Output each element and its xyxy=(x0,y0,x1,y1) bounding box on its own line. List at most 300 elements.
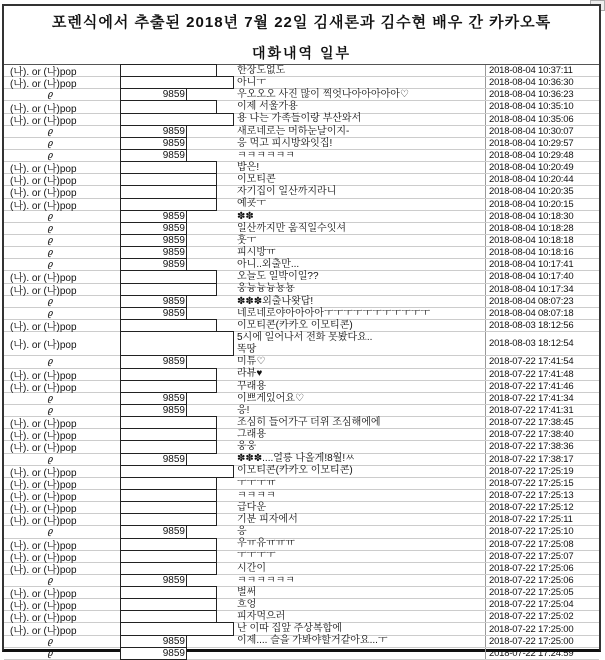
message-text: 피시방ㅠ xyxy=(237,246,276,258)
timestamp: 2018-08-04 10:37:11 xyxy=(485,65,599,76)
timestamp: 2018-07-22 17:41:46 xyxy=(485,381,599,392)
redacted-id-cell xyxy=(117,429,233,440)
redacted-id-cell xyxy=(117,271,233,282)
timestamp: 2018-07-22 17:41:31 xyxy=(485,405,599,416)
sender-cell xyxy=(4,282,117,297)
sender-label: (나). or (나)pop xyxy=(10,285,77,297)
message-cell xyxy=(233,368,485,380)
message-cell xyxy=(233,186,485,198)
sender-emoji-icon: ∂ xyxy=(47,392,54,405)
message-cell xyxy=(233,635,485,647)
message-text: 이제.... 슬을 가봐야할거같아요...ㅜ xyxy=(237,635,388,647)
redacted-id-cell xyxy=(117,332,233,355)
redacted-id-cell xyxy=(117,101,233,112)
message-cell xyxy=(233,296,485,308)
message-cell xyxy=(233,235,485,247)
redacted-id-cell xyxy=(117,454,233,465)
sender-cell xyxy=(4,439,117,454)
number-fragment: 9859 xyxy=(162,235,185,247)
redacted-id-cell xyxy=(117,356,233,367)
sender-emoji-icon: ∂ xyxy=(47,125,54,138)
sender-label: (나). or (나)pop xyxy=(10,625,77,637)
message-text: 네로네로야아아아아ㅜㅜㅜㅜㅜㅜㅜㅜㅜㅜㅜ xyxy=(237,307,431,319)
timestamp: 2018-08-04 08:07:23 xyxy=(485,296,599,307)
chat-row xyxy=(4,563,599,575)
sender-label: (나). or (나)pop xyxy=(10,79,77,91)
sender-label: (나). or (나)pop xyxy=(10,67,77,79)
timestamp: 2018-07-22 17:24:59 xyxy=(485,648,599,659)
message-cell xyxy=(233,174,485,186)
sender-emoji-icon: ∂ xyxy=(47,647,54,660)
message-cell xyxy=(233,162,485,174)
message-text: ✽✽✽....얼릉 나올게!8월!ㅆ xyxy=(237,453,355,465)
number-fragment: 9859 xyxy=(162,307,185,319)
timestamp: 2018-08-04 10:20:15 xyxy=(485,199,599,210)
sender-cell xyxy=(4,211,117,222)
chat-row xyxy=(4,223,599,235)
timestamp: 2018-07-22 17:41:54 xyxy=(485,356,599,367)
timestamp: 2018-08-04 10:35:06 xyxy=(485,114,599,125)
number-fragment: 9859 xyxy=(162,405,185,417)
timestamp: 2018-07-22 17:25:05 xyxy=(485,587,599,598)
timestamp: 2018-08-04 10:18:18 xyxy=(485,235,599,246)
sender-label: (나). or (나)pop xyxy=(10,443,77,455)
message-text: 똑땅 xyxy=(237,343,257,355)
sender-label: (나). or (나)pop xyxy=(10,340,77,352)
message-text: 용 나는 가족들이랑 부산와서 xyxy=(237,113,362,125)
message-cell xyxy=(233,405,485,417)
message-cell xyxy=(233,150,485,162)
number-fragment: 9859 xyxy=(162,356,185,368)
message-text: 그래용 xyxy=(237,429,266,441)
sender-label: (나). or (나)pop xyxy=(10,504,77,516)
chat-row xyxy=(4,284,599,296)
timestamp: 2018-08-04 10:17:40 xyxy=(485,271,599,282)
sender-label: (나). or (나)pop xyxy=(10,164,77,176)
sender-emoji-icon: ∂ xyxy=(47,222,54,235)
redacted-id-cell xyxy=(117,381,233,392)
sender-emoji-icon: ∂ xyxy=(47,137,54,150)
message-cell xyxy=(233,77,485,89)
sender-cell xyxy=(4,636,117,647)
timestamp: 2018-07-22 17:38:17 xyxy=(485,454,599,465)
message-text: 꾸래용 xyxy=(237,380,266,392)
message-text: 라뷰♥ xyxy=(237,368,263,380)
message-cell xyxy=(233,575,485,587)
message-text: 난 이따 집앞 주상복합에 xyxy=(237,623,342,635)
sender-label: (나). or (나)pop xyxy=(10,176,77,188)
sender-label: (나). or (나)pop xyxy=(10,115,77,127)
sender-emoji-icon: ∂ xyxy=(47,246,54,259)
redacted-id-cell xyxy=(117,235,233,246)
timestamp: 2018-08-04 08:07:18 xyxy=(485,308,599,319)
message-text: 시간이 xyxy=(237,562,266,574)
sender-label: (나). or (나)pop xyxy=(10,273,77,285)
message-text: 조심히 들어가구 더위 조심해에에 xyxy=(237,416,381,428)
redacted-id-cell xyxy=(117,502,233,513)
message-text: 예굣ㅜ xyxy=(237,198,266,210)
chat-row xyxy=(4,211,599,223)
message-text: 자기집이 일산까지라니 xyxy=(237,186,337,198)
redacted-id-cell xyxy=(117,369,233,380)
sender-cell xyxy=(4,247,117,258)
redacted-id-cell xyxy=(117,284,233,295)
redacted-id-cell xyxy=(117,247,233,258)
sender-label: (나). or (나)pop xyxy=(10,552,77,564)
redacted-id-cell xyxy=(117,89,233,100)
timestamp: 2018-08-04 10:20:35 xyxy=(485,186,599,197)
message-text: 웅늉늉늉뇽뇽 xyxy=(237,283,295,295)
number-fragment: 9859 xyxy=(162,259,185,271)
message-cell xyxy=(233,259,485,271)
message-cell xyxy=(233,320,485,332)
sender-emoji-icon: ∂ xyxy=(47,149,54,162)
timestamp: 2018-07-22 17:38:45 xyxy=(485,417,599,428)
timestamp: 2018-07-22 17:41:48 xyxy=(485,369,599,380)
redacted-id-cell xyxy=(117,162,233,173)
message-text: 훗ㅜ xyxy=(237,234,257,246)
sender-cell xyxy=(4,197,117,212)
timestamp: 2018-08-04 10:30:07 xyxy=(485,126,599,137)
sender-label: (나). or (나)pop xyxy=(10,467,77,479)
timestamp: 2018-08-03 18:12:56 xyxy=(485,320,599,331)
message-cell xyxy=(233,526,485,538)
redacted-id-cell xyxy=(117,441,233,452)
timestamp: 2018-07-22 17:25:15 xyxy=(485,478,599,489)
sender-cell xyxy=(4,379,117,394)
message-cell xyxy=(233,465,485,477)
message-cell xyxy=(233,283,485,295)
sender-label: (나). or (나)pop xyxy=(10,613,77,625)
chat-row xyxy=(4,247,599,259)
redacted-id-cell xyxy=(117,417,233,428)
sender-cell xyxy=(4,112,117,127)
redacted-id-cell xyxy=(117,150,233,161)
number-fragment: 9859 xyxy=(162,453,185,465)
document-header xyxy=(4,6,599,65)
redaction-box xyxy=(120,331,234,356)
message-text: 5시에 일어나서 전화 못봤다요.. xyxy=(237,332,373,344)
timestamp: 2018-07-22 17:25:00 xyxy=(485,623,599,634)
message-cell xyxy=(233,198,485,210)
document-title: 포렌식에서 추출된 2018년 7월 22일 김새론과 김수현 배우 간 카카오톡 xyxy=(51,14,552,31)
redacted-id-cell xyxy=(117,308,233,319)
message-text: 응 xyxy=(237,526,247,538)
sender-label: (나). or (나)pop xyxy=(10,370,77,382)
timestamp: 2018-08-04 10:20:49 xyxy=(485,162,599,173)
message-text: 이모티콘 xyxy=(237,174,276,186)
message-text: ㅋㅋㅋㅋ xyxy=(237,489,276,501)
message-text: ✽✽✽외출나왓답! xyxy=(237,295,314,307)
timestamp: 2018-08-04 10:35:10 xyxy=(485,101,599,112)
sender-cell xyxy=(4,622,117,637)
timestamp: 2018-07-22 17:25:00 xyxy=(485,636,599,647)
sender-emoji-icon: ∂ xyxy=(47,635,54,648)
message-cell xyxy=(233,490,485,502)
sender-label: (나). or (나)pop xyxy=(10,200,77,212)
timestamp: 2018-08-03 18:12:54 xyxy=(485,332,599,355)
chat-row xyxy=(4,320,599,332)
message-cell xyxy=(233,393,485,405)
message-text: 급다운 xyxy=(237,501,266,513)
redacted-id-cell xyxy=(117,138,233,149)
timestamp: 2018-07-22 17:25:02 xyxy=(485,611,599,622)
sender-label: (나). or (나)pop xyxy=(10,103,77,115)
timestamp: 2018-08-04 10:20:44 xyxy=(485,174,599,185)
sender-label: (나). or (나)pop xyxy=(10,419,77,431)
number-fragment: 9859 xyxy=(162,647,185,659)
chat-row xyxy=(4,441,599,453)
message-cell xyxy=(233,623,485,635)
number-fragment: 9859 xyxy=(162,392,185,404)
message-cell xyxy=(233,138,485,150)
timestamp: 2018-07-22 17:25:19 xyxy=(485,466,599,477)
message-text: 우ㅠ유ㅠㅠㅠ xyxy=(237,538,295,550)
sender-label: (나). or (나)pop xyxy=(10,564,77,576)
redacted-id-cell xyxy=(117,211,233,222)
message-cell xyxy=(233,113,485,125)
redacted-id-cell xyxy=(117,186,233,197)
number-fragment: 9859 xyxy=(162,210,185,222)
redacted-id-cell xyxy=(117,539,233,550)
sender-label: (나). or (나)pop xyxy=(10,431,77,443)
redacted-id-cell xyxy=(117,611,233,622)
redacted-id-cell xyxy=(117,623,233,634)
number-fragment: 9859 xyxy=(162,89,185,101)
redacted-id-cell xyxy=(117,405,233,416)
sender-label: (나). or (나)pop xyxy=(10,492,77,504)
message-cell xyxy=(233,381,485,393)
timestamp: 2018-07-22 17:25:06 xyxy=(485,563,599,574)
timestamp: 2018-07-22 17:38:36 xyxy=(485,441,599,452)
chat-row xyxy=(4,235,599,247)
message-cell xyxy=(233,271,485,283)
chat-row xyxy=(4,381,599,393)
redacted-id-cell xyxy=(117,114,233,125)
sender-cell xyxy=(4,512,117,527)
sender-cell xyxy=(4,336,117,351)
message-cell xyxy=(233,223,485,235)
timestamp: 2018-08-04 10:17:34 xyxy=(485,284,599,295)
message-text: 흐엉 xyxy=(237,599,257,611)
message-text: 이제 서울가용 xyxy=(237,101,298,113)
chat-row xyxy=(4,138,599,150)
chat-row xyxy=(4,332,599,356)
message-cell xyxy=(233,429,485,441)
message-cell xyxy=(233,89,485,101)
timestamp: 2018-08-04 10:36:30 xyxy=(485,77,599,88)
sender-emoji-icon: ∂ xyxy=(47,307,54,320)
timestamp: 2018-08-04 10:29:48 xyxy=(485,150,599,161)
chat-row xyxy=(4,77,599,89)
sender-label: (나). or (나)pop xyxy=(10,382,77,394)
sender-cell xyxy=(4,126,117,137)
sender-emoji-icon: ∂ xyxy=(47,210,54,223)
message-cell xyxy=(233,478,485,490)
number-fragment: 9859 xyxy=(162,526,185,538)
sender-emoji-icon: ∂ xyxy=(47,404,54,417)
sender-cell xyxy=(4,138,117,149)
message-text: 우오오오 사진 많이 찍엇나아아아아아♡ xyxy=(237,89,409,101)
timestamp: 2018-07-22 17:25:06 xyxy=(485,575,599,586)
timestamp: 2018-07-22 17:25:13 xyxy=(485,490,599,501)
message-cell xyxy=(233,65,485,77)
message-cell xyxy=(233,587,485,599)
redacted-id-cell xyxy=(117,296,233,307)
number-fragment: 9859 xyxy=(162,295,185,307)
redaction-box xyxy=(120,647,187,660)
number-fragment: 9859 xyxy=(162,125,185,137)
message-text: 아니ㅜ xyxy=(237,76,266,88)
message-text: 응 먹고 피시방와잇집! xyxy=(237,137,333,149)
message-text: 밥은! xyxy=(237,161,260,173)
timestamp: 2018-08-04 10:29:57 xyxy=(485,138,599,149)
timestamp: 2018-07-22 17:38:40 xyxy=(485,429,599,440)
chat-row xyxy=(4,514,599,526)
redacted-id-cell xyxy=(117,466,233,477)
message-cell xyxy=(233,550,485,562)
number-fragment: 9859 xyxy=(162,137,185,149)
redacted-id-cell xyxy=(117,77,233,88)
sender-label: (나). or (나)pop xyxy=(10,601,77,613)
redacted-id-cell xyxy=(117,478,233,489)
timestamp: 2018-07-22 17:25:08 xyxy=(485,539,599,550)
message-cell xyxy=(233,211,485,223)
message-cell xyxy=(233,308,485,320)
redacted-id-cell xyxy=(117,490,233,501)
redacted-id-cell xyxy=(117,636,233,647)
chat-row xyxy=(4,623,599,635)
sender-label: (나). or (나)pop xyxy=(10,540,77,552)
redacted-id-cell xyxy=(117,199,233,210)
message-text: 웅웅 xyxy=(237,441,257,453)
chat-row xyxy=(4,296,599,308)
message-text: 응! xyxy=(237,404,250,416)
redacted-id-cell xyxy=(117,393,233,404)
chat-row xyxy=(4,199,599,211)
sender-emoji-icon: ∂ xyxy=(47,574,54,587)
sender-emoji-icon: ∂ xyxy=(47,453,54,465)
number-fragment: 9859 xyxy=(162,222,185,234)
message-cell xyxy=(233,417,485,429)
message-text: ㅜㅜㅜㅜ xyxy=(237,550,276,562)
number-fragment: 9859 xyxy=(162,150,185,162)
redacted-id-cell xyxy=(117,551,233,562)
sender-label: (나). or (나)pop xyxy=(10,322,77,334)
timestamp: 2018-07-22 17:25:04 xyxy=(485,599,599,610)
message-cell xyxy=(233,502,485,514)
sender-emoji-icon: ∂ xyxy=(47,234,54,247)
number-fragment: 9859 xyxy=(162,247,185,259)
sender-cell xyxy=(4,318,117,333)
redacted-id-cell xyxy=(117,514,233,525)
message-text: ✽✽ xyxy=(237,210,254,222)
timestamp: 2018-08-04 10:18:16 xyxy=(485,247,599,258)
sender-cell xyxy=(4,648,117,659)
sender-emoji-icon: ∂ xyxy=(47,295,54,308)
chat-row xyxy=(4,126,599,138)
message-cell xyxy=(233,514,485,526)
message-text: 일산까지만 움직일수잇셔 xyxy=(237,222,347,234)
message-cell xyxy=(233,599,485,611)
message-cell xyxy=(233,453,485,465)
sender-label: (나). or (나)pop xyxy=(10,589,77,601)
message-cell xyxy=(233,563,485,575)
number-fragment: 9859 xyxy=(162,635,185,647)
message-text: 아니..외출만... xyxy=(237,259,300,271)
message-text: 기분 피자에서 xyxy=(237,514,298,526)
document-subtitle: 대화내역 일부 xyxy=(251,45,352,61)
redacted-id-cell xyxy=(117,320,233,331)
message-cell xyxy=(233,247,485,259)
redacted-id-cell xyxy=(117,563,233,574)
sender-cell xyxy=(4,75,117,90)
message-text: 피자먹으러 xyxy=(237,611,286,623)
sender-cell xyxy=(4,235,117,246)
sender-emoji-icon: ∂ xyxy=(47,356,54,368)
table-frame xyxy=(2,4,601,660)
message-cell xyxy=(233,126,485,138)
timestamp: 2018-07-22 17:41:34 xyxy=(485,393,599,404)
message-text: 오늘도 일박이일?? xyxy=(237,271,319,283)
timestamp: 2018-07-22 17:25:11 xyxy=(485,514,599,525)
chat-row xyxy=(4,114,599,126)
redacted-id-cell xyxy=(117,174,233,185)
message-text: 이모티콘(카카오 이모티콘) xyxy=(237,319,353,331)
sender-label: (나). or (나)pop xyxy=(10,188,77,200)
redacted-id-cell xyxy=(117,223,233,234)
sender-emoji-icon: ∂ xyxy=(47,88,54,101)
message-cell xyxy=(233,441,485,453)
message-text: 이쁘게있어요♡ xyxy=(237,392,304,404)
sender-emoji-icon: ∂ xyxy=(47,526,54,538)
message-text: ㅜㅜㅜㅠ xyxy=(237,477,276,489)
redacted-id-cell xyxy=(117,65,233,76)
message-text: ㅋㅋㅋㅋㅋㅋ xyxy=(237,149,295,161)
chat-row xyxy=(4,393,599,405)
message-cell xyxy=(233,611,485,623)
message-text: 벌써 xyxy=(237,586,257,598)
redacted-id-cell xyxy=(117,126,233,137)
message-text: 한장도없도 xyxy=(237,64,286,76)
timestamp: 2018-08-04 10:36:23 xyxy=(485,89,599,100)
timestamp: 2018-07-22 17:25:10 xyxy=(485,526,599,537)
message-cell xyxy=(233,101,485,113)
sender-cell xyxy=(4,561,117,576)
timestamp: 2018-07-22 17:25:12 xyxy=(485,502,599,513)
sender-cell xyxy=(4,296,117,307)
sender-label: (나). or (나)pop xyxy=(10,479,77,491)
message-text: 미튜♡ xyxy=(237,356,266,368)
number-fragment: 9859 xyxy=(162,574,185,586)
timestamp: 2018-08-04 10:18:28 xyxy=(485,223,599,234)
redacted-id-cell xyxy=(117,575,233,586)
timestamp: 2018-08-04 10:18:30 xyxy=(485,211,599,222)
chat-table xyxy=(4,65,599,660)
sender-cell xyxy=(4,223,117,234)
sender-cell xyxy=(4,393,117,404)
message-cell xyxy=(233,538,485,550)
message-cell xyxy=(233,356,485,368)
message-text: 새로네로는 머하눈날이지- xyxy=(237,125,350,137)
timestamp: 2018-08-04 10:17:41 xyxy=(485,259,599,270)
sender-emoji-icon: ∂ xyxy=(47,258,54,271)
redacted-id-cell xyxy=(117,599,233,610)
redacted-id-cell xyxy=(117,587,233,598)
redacted-id-cell xyxy=(117,648,233,659)
message-text: ㅋㅋㅋㅋㅋㅋ xyxy=(237,574,295,586)
chat-row xyxy=(4,648,599,660)
